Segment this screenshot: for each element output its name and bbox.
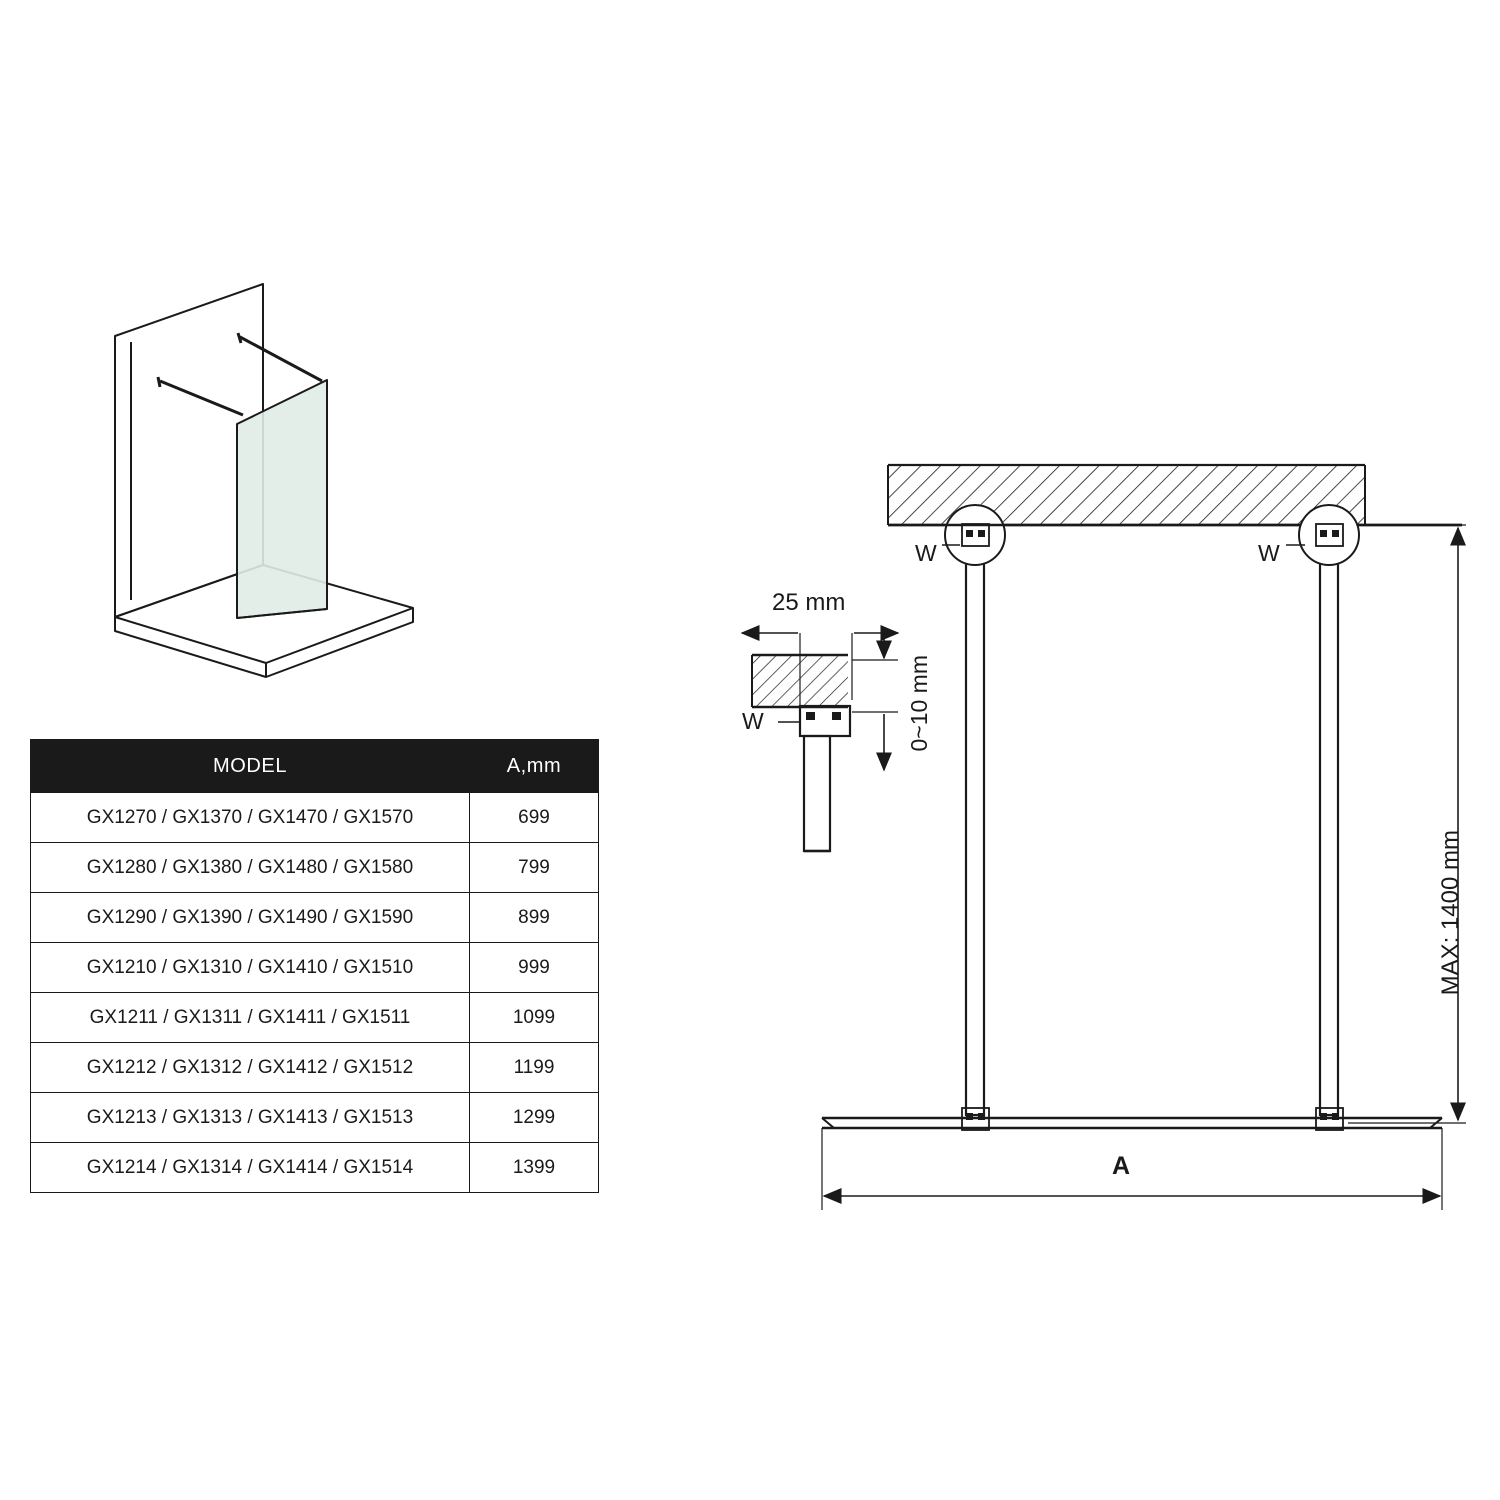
column-header-a: A,mm xyxy=(470,740,599,793)
cell-model: GX1212 / GX1312 / GX1412 / GX1512 xyxy=(31,1043,470,1093)
wall-marker-label-1: W xyxy=(915,540,937,566)
cell-model: GX1214 / GX1314 / GX1414 / GX1514 xyxy=(31,1143,470,1193)
main-elevation xyxy=(822,465,1466,1210)
cell-model: GX1210 / GX1310 / GX1410 / GX1510 xyxy=(31,943,470,993)
table-row xyxy=(31,1043,599,1093)
gap-range-label: 0~10 mm xyxy=(906,655,932,752)
width-dimension-label: A xyxy=(1112,1152,1131,1180)
model-dimension-table xyxy=(30,739,599,1193)
table-row xyxy=(31,843,599,893)
cell-a-mm: 899 xyxy=(470,893,599,943)
table-row xyxy=(31,943,599,993)
wall-marker-label-3: W xyxy=(742,708,764,734)
column-header-model: MODEL xyxy=(31,740,470,793)
cell-a-mm: 1299 xyxy=(470,1093,599,1143)
max-height-label: MAX: 1400 mm xyxy=(1437,830,1464,996)
thickness-label: 25 mm xyxy=(772,589,846,616)
table-row xyxy=(31,1143,599,1193)
isometric-preview xyxy=(115,284,413,677)
table-header-row xyxy=(31,740,599,793)
cell-a-mm: 699 xyxy=(470,793,599,843)
cell-model: GX1213 / GX1313 / GX1413 / GX1513 xyxy=(31,1093,470,1143)
cell-a-mm: 1399 xyxy=(470,1143,599,1193)
cell-model: GX1270 / GX1370 / GX1470 / GX1570 xyxy=(31,793,470,843)
table-row xyxy=(31,793,599,843)
table-row xyxy=(31,893,599,943)
wall-mount-detail xyxy=(742,633,898,851)
wall-marker-label-2: W xyxy=(1258,540,1280,566)
cell-a-mm: 999 xyxy=(470,943,599,993)
cell-a-mm: 799 xyxy=(470,843,599,893)
cell-model: GX1290 / GX1390 / GX1490 / GX1590 xyxy=(31,893,470,943)
cell-model: GX1211 / GX1311 / GX1411 / GX1511 xyxy=(31,993,470,1043)
table-row xyxy=(31,993,599,1043)
cell-a-mm: 1199 xyxy=(470,1043,599,1093)
cell-a-mm: 1099 xyxy=(470,993,599,1043)
table-row xyxy=(31,1093,599,1143)
cell-model: GX1280 / GX1380 / GX1480 / GX1580 xyxy=(31,843,470,893)
